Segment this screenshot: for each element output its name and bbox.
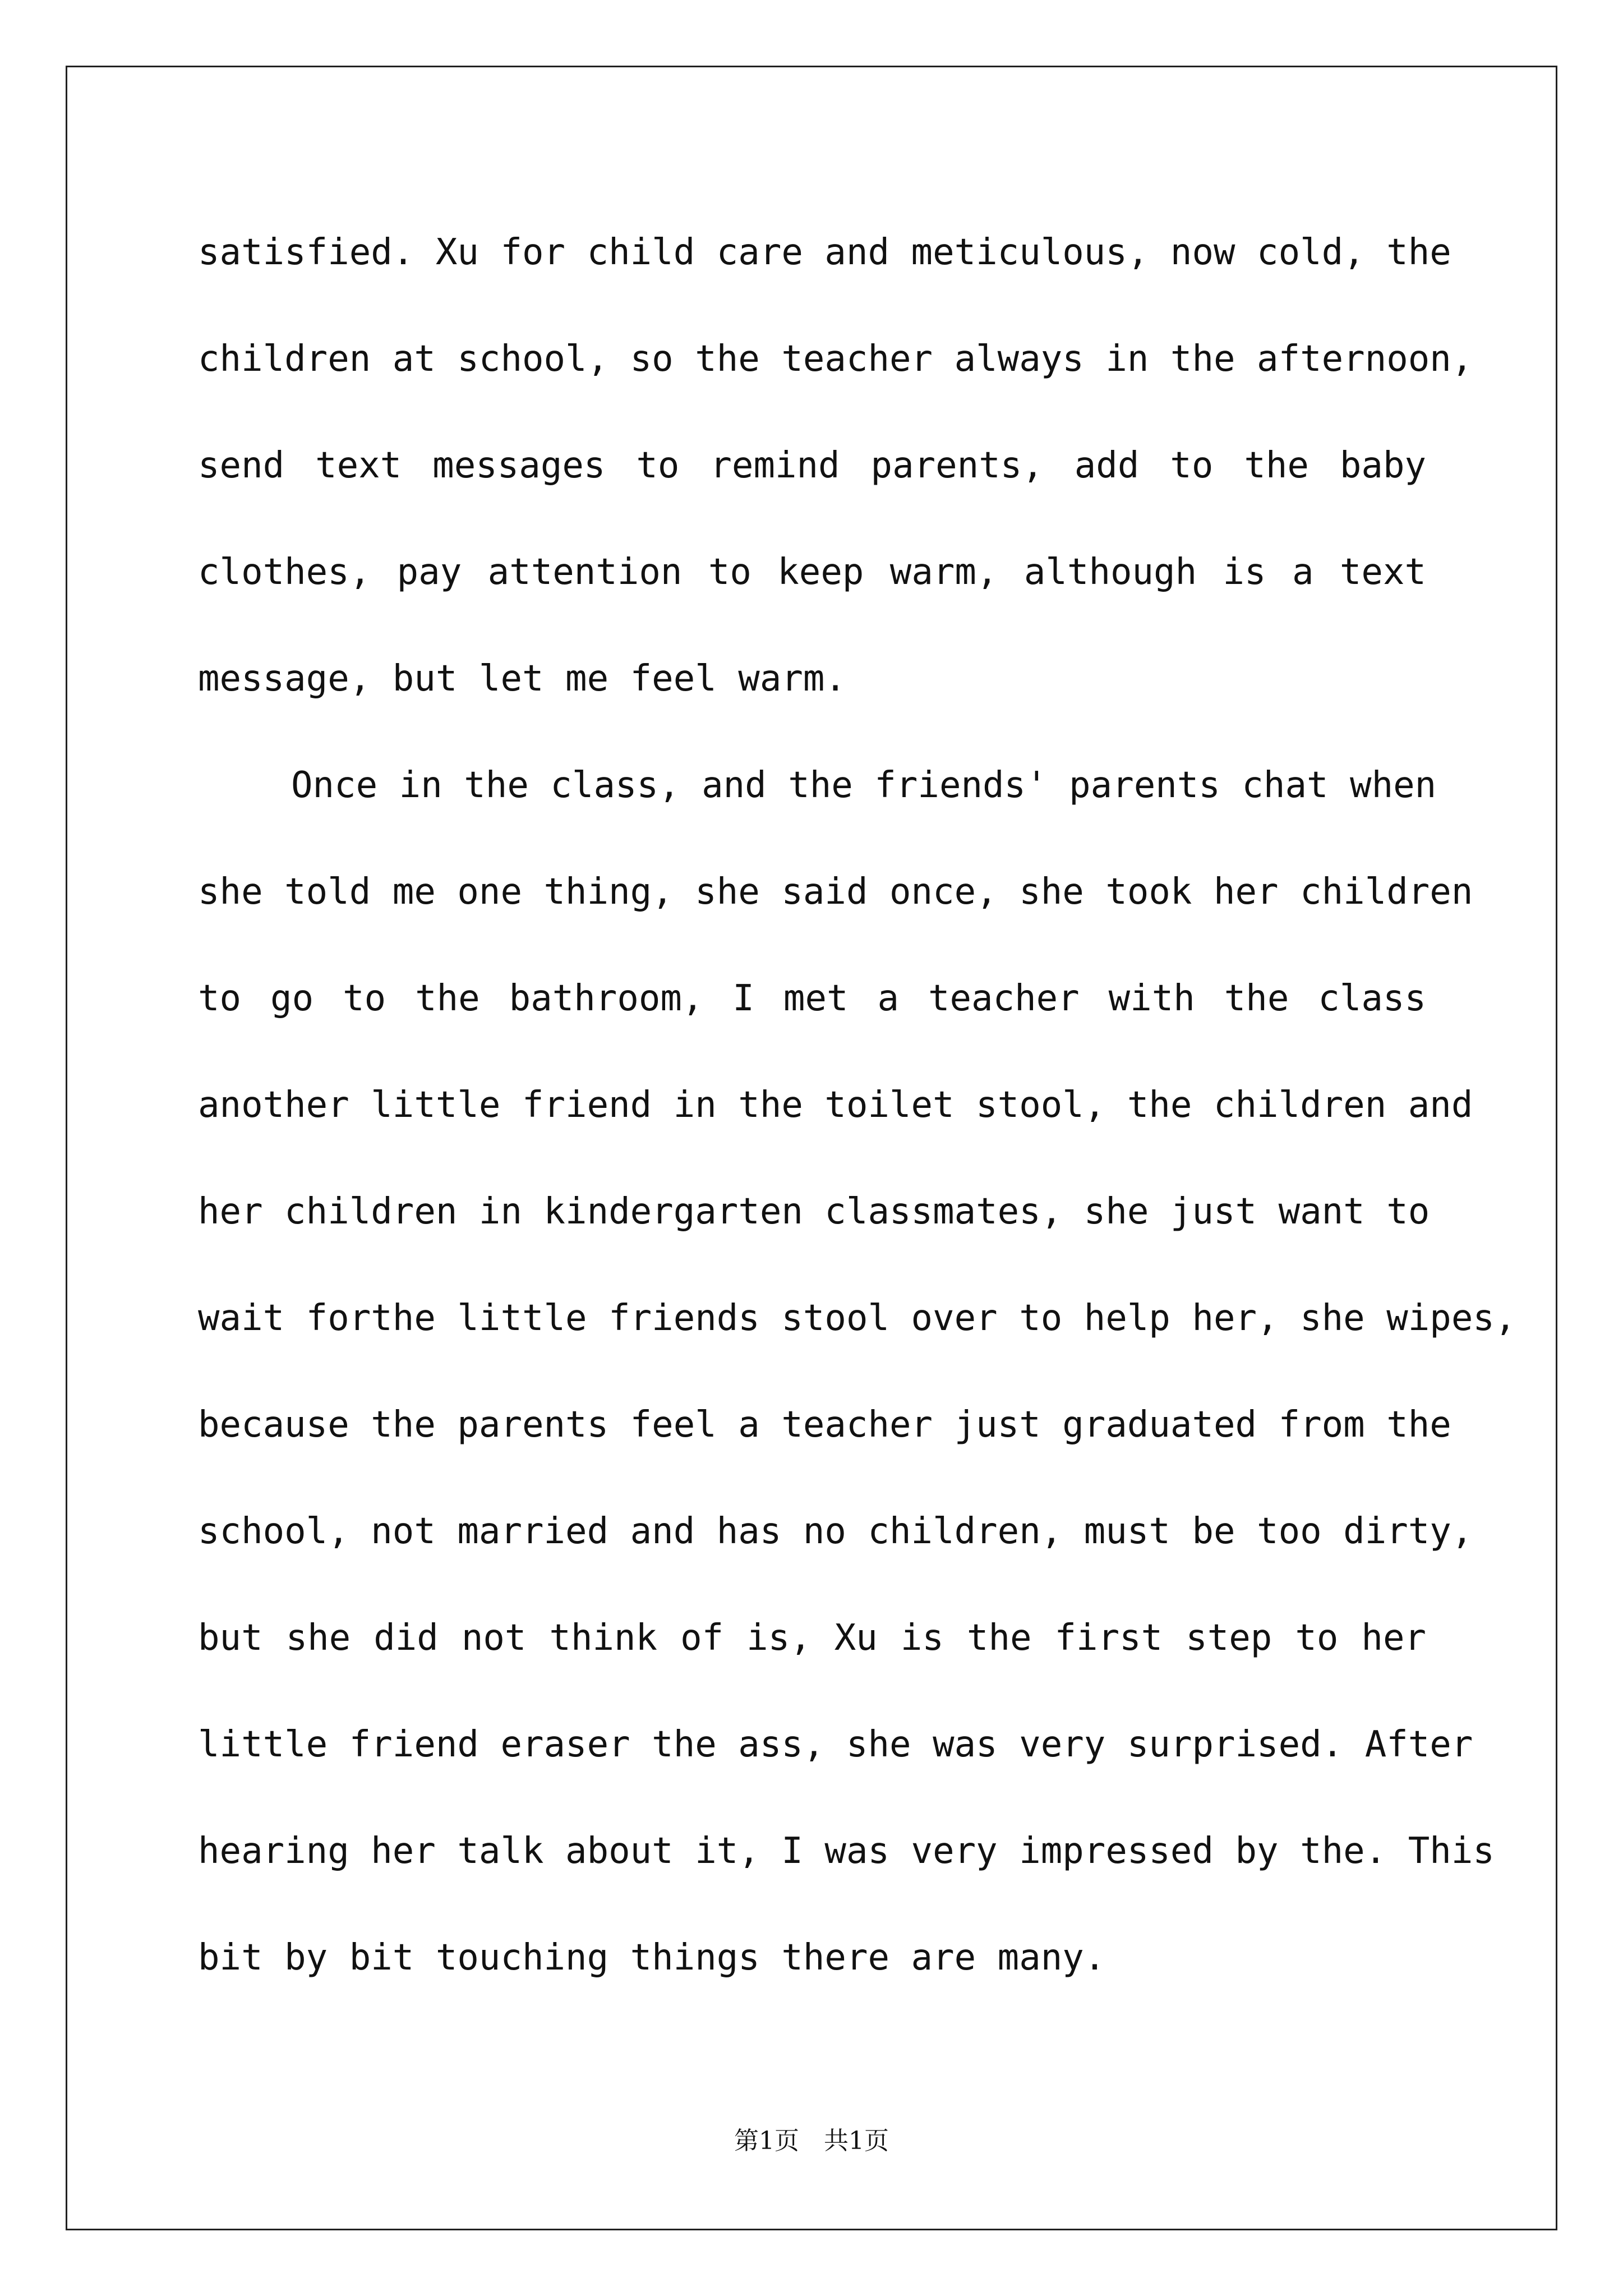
text-line: satisfied. Xu for child care and meticulous, now cold, the [198, 232, 1451, 273]
text-line: children at school, so the teacher always in the afternoon, [198, 338, 1473, 380]
text-line: another little friend in the toilet stool, the children and [198, 1084, 1473, 1126]
text-line: because the parents feel a teacher just graduated from the [198, 1404, 1451, 1446]
text-line: Once in the class, and the friends' parents chat when [291, 765, 1437, 806]
text-line: to go to the bathroom, I met a teacher with the class [198, 978, 1426, 1019]
text-line: hearing her talk about it, I was very impressed by the. This [198, 1830, 1495, 1872]
text-line: wait forthe little friends stool over to help her, she wipes, [198, 1297, 1516, 1339]
page-border [66, 66, 1557, 2230]
text-line: but she did not think of is, Xu is the first step to her [198, 1617, 1426, 1659]
text-line: clothes, pay attention to keep warm, although is a text [198, 551, 1426, 593]
text-line: little friend eraser the ass, she was very surprised. After [198, 1724, 1473, 1765]
text-line: her children in kindergarten classmates, she just want to [198, 1191, 1430, 1232]
text-line: message, but let me feel warm. [198, 658, 846, 700]
text-line: she told me one thing, she said once, she took her children [198, 871, 1473, 913]
text-line: send text messages to remind parents, add to the baby [198, 445, 1426, 486]
page-number-footer: 第1页 共1页 [734, 2127, 889, 2155]
text-line: bit by bit touching things there are many. [198, 1937, 1106, 1978]
text-line: school, not married and has no children, must be too dirty, [198, 1511, 1473, 1552]
